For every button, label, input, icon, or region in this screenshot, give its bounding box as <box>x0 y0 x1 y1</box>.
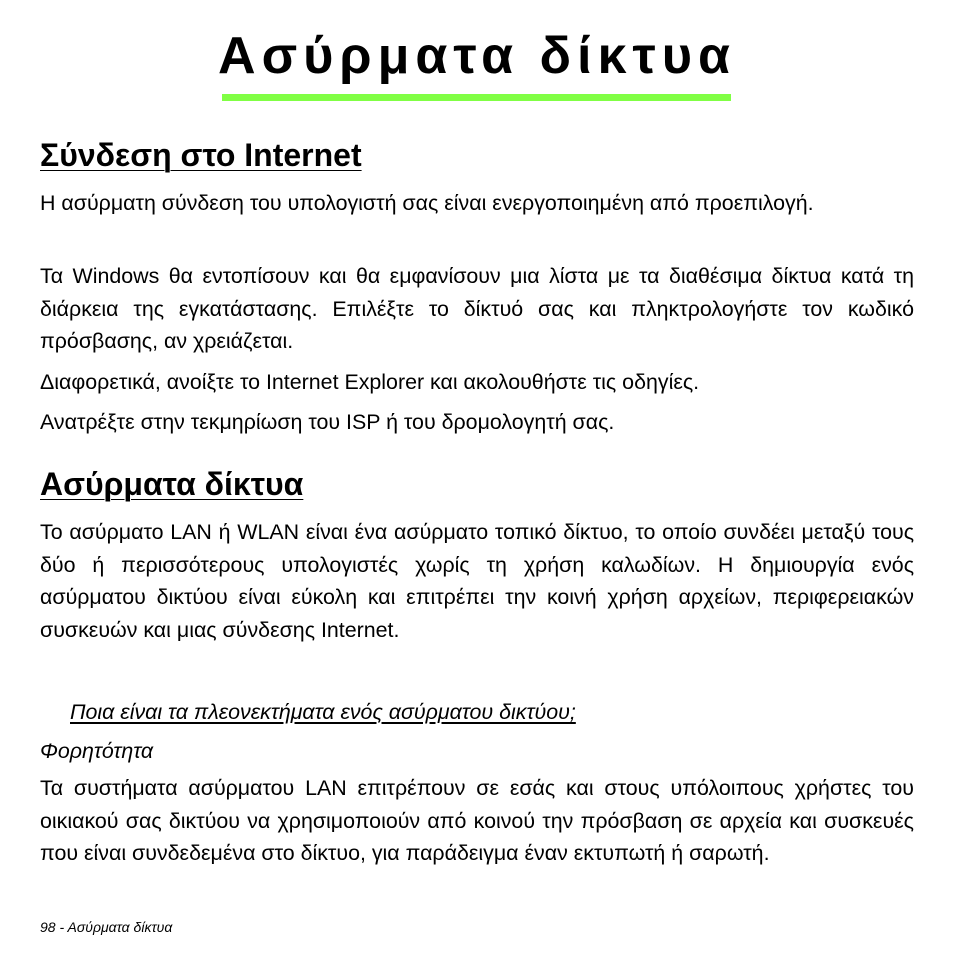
sub-heading-portability: Φορητότητα <box>40 739 154 763</box>
section-heading-internet: Σύνδεση στο Internet <box>40 137 362 173</box>
paragraph-isp-docs: Ανατρέξτε στην τεκμηρίωση του ISP ή του δρομολογητή σας. <box>40 410 615 434</box>
paragraph-portability: Τα συστήματα ασύρματου LAN επιτρέπουν σε εσάς και στους υπόλοιπους χρήστες του οικιακού σας δικτύου να χρησιμοποιούν από κοινού την πρόσβαση σε αρχεία και συσκευές που είναι συνδεδεμένα στο δίκτυο, για παράδειγμα έναν εκτυπωτή ή σαρωτή. <box>40 776 914 865</box>
paragraph-windows-networks: Τα Windows θα εντοπίσουν και θα εμφανίσουν μια λίστα με τα διαθέσιμα δίκτυα κατά τη διάρκεια της εγκατάστασης. Επιλέξτε το δίκτυό σας και πληκτρολογήστε τον κωδικό πρόσβασης, αν χρειάζεται. <box>40 264 914 353</box>
section-heading-wireless: Ασύρματα δίκτυα <box>40 466 304 502</box>
paragraph-internet-explorer: Διαφορετικά, ανοίξτε το Internet Explorer και ακολουθήστε τις οδηγίες. <box>40 370 700 394</box>
paragraph-wlan-description: Το ασύρματο LAN ή WLAN είναι ένα ασύρματο τοπικό δίκτυο, το οποίο συνδέει μεταξύ τους δύο ή περισσότερους υπολογιστές χωρίς τη χρήση καλωδίων. Η δημιουργία ενός ασύρματου δικτύου είναι εύκολη και επιτρέπει την κοινή χρήση αρχείων, περιφερειακών συσκευών και μιας σύνδεσης Internet. <box>40 520 914 642</box>
page-title: Ασύρματα δίκτυα <box>218 27 736 85</box>
title-underline-bar <box>222 94 731 101</box>
question-heading: Ποια είναι τα πλεονεκτήματα ενός ασύρματου δικτύου; <box>70 700 576 724</box>
page-footer: 98 - Ασύρματα δίκτυα <box>40 919 173 935</box>
paragraph-default-enabled: Η ασύρματη σύνδεση του υπολογιστή σας είναι ενεργοποιημένη από προεπιλογή. <box>40 191 814 215</box>
